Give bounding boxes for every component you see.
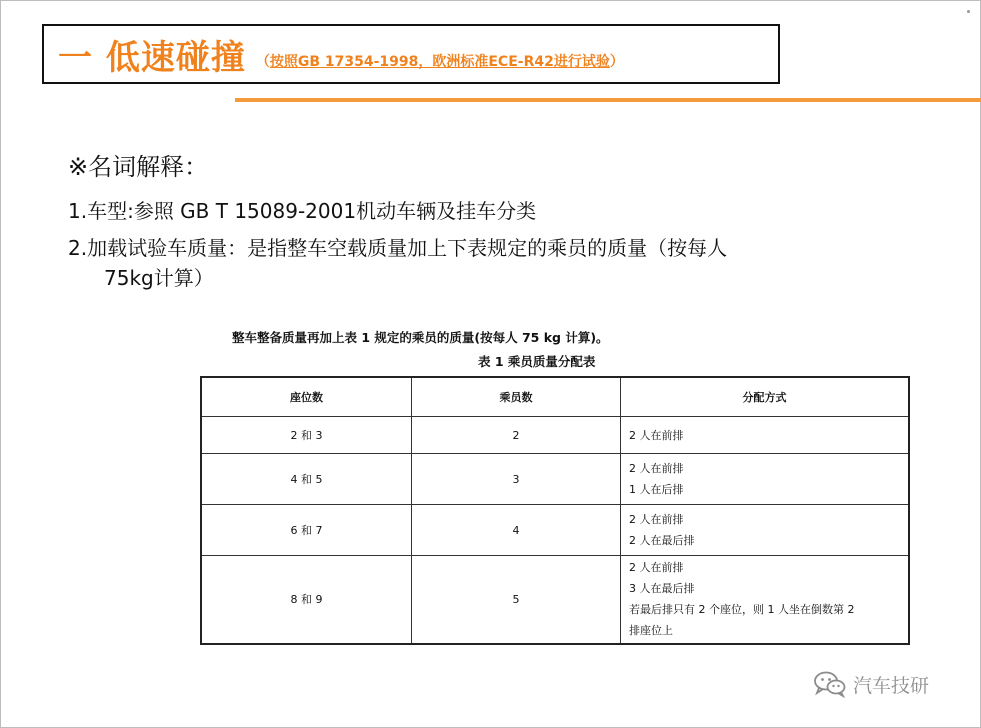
header-distribution: 分配方式 [621,377,910,417]
distribution-line: 排座位上 [629,624,673,638]
table-row [201,417,909,454]
distribution-line: 2 人在前排 [629,428,684,442]
distribution-line: 2 人在最后排 [629,534,695,547]
cell-distribution [621,454,910,505]
subtitle-standard-text: 按照GB 17354-1998，欧洲标准ECE-R42进行试验 [269,54,610,70]
cell-distribution [621,417,910,454]
table-header-row [201,377,909,417]
section-heading: ※名词解释： [68,153,209,181]
distribution-line: 2 人在前排 [629,462,684,475]
cell-seats: 6 和 7 [201,505,412,556]
table-intro-text: 整车整备质量再加上表 1 规定的乘员的质量(按每人 75 kg 计算)。 [232,330,609,345]
cell-seats: 8 和 9 [201,556,412,644]
watermark [813,670,929,698]
cell-occupants: 5 [412,556,621,644]
title-box [42,24,780,84]
distribution-line: 若最后排只有 2 个座位，则 1 人坐在倒数第 2 [629,603,855,617]
distribution-line: 2 人在前排 [629,561,684,575]
page-subtitle: （按照GB 17354-1998，欧洲标准ECE-R42进行试验） [255,54,624,70]
occupant-mass-table [200,376,910,645]
cell-distribution [621,556,910,644]
cell-occupants: 3 [412,454,621,505]
page-title: 一 低速碰撞 [58,37,246,78]
table-row [201,556,909,644]
cell-seats: 4 和 5 [201,454,412,505]
cell-seats: 2 和 3 [201,417,412,454]
header-seats: 座位数 [201,377,412,417]
distribution-line: 2 人在前排 [629,513,684,526]
distribution-line: 3 人在最后排 [629,582,695,596]
definition-item-2-continued: 75kg计算） [104,266,214,290]
watermark-text: 汽车技研 [853,674,930,697]
definition-item-2: 2.加载试验车质量：是指整车空载质量加上下表规定的乘员的质量（按每人 [68,236,728,260]
cell-distribution [621,505,910,556]
definition-item-1: 1.车型:参照 GB T 15089-2001机动车辆及挂车分类 [68,199,537,223]
table-caption: 表 1 乘员质量分配表 [478,354,596,369]
corner-dot [967,10,970,13]
table-row [201,454,909,505]
wechat-icon [813,670,847,698]
distribution-line: 1 人在后排 [629,483,684,496]
cell-occupants: 4 [412,505,621,556]
cell-occupants: 2 [412,417,621,454]
title-underline-rule [235,98,981,102]
header-occupants: 乘员数 [412,377,621,417]
table-row [201,505,909,556]
